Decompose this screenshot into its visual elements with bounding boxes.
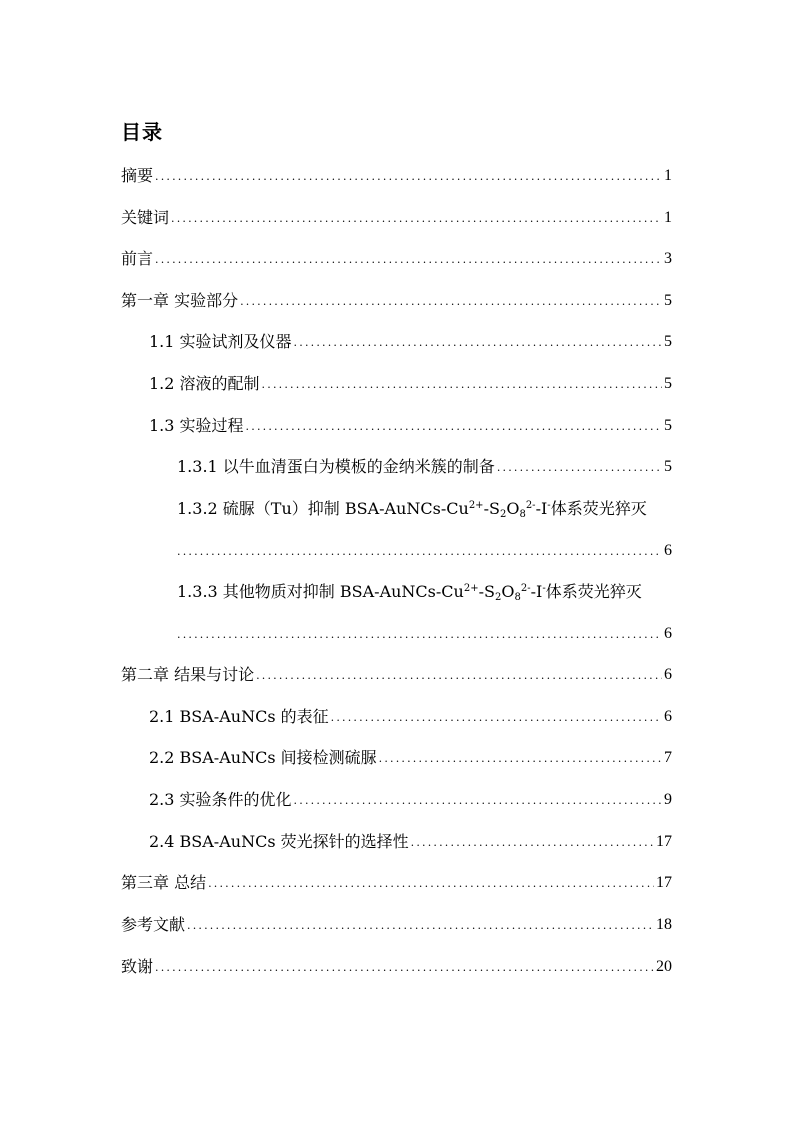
toc-entry-chapter-2[interactable] <box>121 662 672 686</box>
toc-entry-label: 1.2 溶液的配制 <box>149 374 260 393</box>
toc-entry-label: 1.3 实验过程 <box>149 416 244 435</box>
toc-entry-chapter-3[interactable] <box>121 870 672 894</box>
toc-entry-label: 2.2 BSA-AuNCs 间接检测硫脲 <box>149 748 377 767</box>
toc-page-number: 1 <box>664 167 672 184</box>
toc-page-number: 5 <box>664 292 672 309</box>
toc-leader-dots <box>262 375 662 395</box>
toc-entry-label: 1.3.1 以牛血清蛋白为模板的金纳米簇的制备 <box>177 457 495 476</box>
toc-entry-label: 第三章 总结 <box>121 873 207 892</box>
toc-entry-label: 参考文献 <box>121 915 186 934</box>
toc-entry-label: 2.4 BSA-AuNCs 荧光探针的选择性 <box>149 832 409 851</box>
toc-leader-dots <box>155 167 662 187</box>
toc-entry-1-3[interactable] <box>149 413 672 437</box>
toc-page-number: 17 <box>656 833 672 850</box>
toc-entry-label: 1.3.2 硫脲（Tu）抑制 BSA-$AuNCs-Cu^{2+}-S_2O_8^{2-}-I^-$体系荧光猝灭 <box>177 499 647 520</box>
toc-entry-label: 致谢 <box>121 957 154 976</box>
toc-page-number: 5 <box>664 458 672 475</box>
toc-entry-abstract[interactable] <box>121 163 672 187</box>
toc-leader-dots <box>331 708 662 728</box>
toc-entry-1-3-3[interactable] <box>177 579 672 603</box>
toc-leader-dots <box>155 250 662 270</box>
toc-leader-dots <box>256 666 662 686</box>
toc-leader-dots <box>177 625 662 645</box>
toc-entry-1-3-3-continuation[interactable] <box>177 621 672 645</box>
toc-page-number: 6 <box>664 666 672 683</box>
toc-entry-label: 第二章 结果与讨论 <box>121 665 255 684</box>
toc-entry-label: 摘要 <box>121 166 154 185</box>
toc-title: 目录 <box>121 120 163 144</box>
toc-page-number: 5 <box>664 417 672 434</box>
toc-entry-label: 1.1 实验试剂及仪器 <box>149 332 292 351</box>
toc-leader-dots <box>294 333 662 353</box>
toc-page-number: 6 <box>664 708 672 725</box>
toc-entry-preface[interactable] <box>121 246 672 270</box>
toc-entry-label: 前言 <box>121 249 154 268</box>
toc-entry-1-3-2-continuation[interactable] <box>177 538 672 562</box>
toc-leader-dots <box>177 542 662 562</box>
toc-leader-dots <box>246 417 662 437</box>
toc-page-number: 5 <box>664 375 672 392</box>
toc-entry-2-4[interactable] <box>149 829 672 853</box>
toc-page-number: 6 <box>664 542 672 559</box>
toc-leader-dots <box>155 958 654 978</box>
toc-entry-acknowledgements[interactable] <box>121 954 672 978</box>
toc-page-number: 3 <box>664 250 672 267</box>
toc-page-number: 1 <box>664 209 672 226</box>
toc-leader-dots <box>171 209 662 229</box>
toc-leader-dots <box>240 292 662 312</box>
toc-page-number: 18 <box>656 916 672 933</box>
toc-entry-1-3-1[interactable] <box>177 454 672 478</box>
toc-entry-2-3[interactable] <box>149 787 672 811</box>
toc-entry-chapter-1[interactable] <box>121 288 672 312</box>
toc-leader-dots <box>379 749 662 769</box>
toc-page-number: 6 <box>664 625 672 642</box>
toc-entry-label: 2.1 BSA-AuNCs 的表征 <box>149 707 329 726</box>
toc-leader-dots <box>411 833 654 853</box>
toc-entry-label: 第一章 实验部分 <box>121 291 239 310</box>
toc-entry-2-1[interactable] <box>149 704 672 728</box>
toc-page-number: 5 <box>664 333 672 350</box>
toc-leader-dots <box>497 458 662 478</box>
toc-leader-dots <box>294 791 662 811</box>
toc-entry-label: 1.3.3 其他物质对抑制 BSA-$AuNCs-Cu^{2+}-S_2O_8^{2-}-I^-$体系荧光猝灭 <box>177 582 642 603</box>
toc-page-number: 9 <box>664 791 672 808</box>
toc-page-number: 17 <box>656 874 672 891</box>
toc-entry-label: 2.3 实验条件的优化 <box>149 790 292 809</box>
toc-entry-2-2[interactable] <box>149 745 672 769</box>
toc-entry-1-1[interactable] <box>149 329 672 353</box>
toc-leader-dots <box>208 874 654 894</box>
toc-entry-1-2[interactable] <box>149 371 672 395</box>
toc-entry-keywords[interactable] <box>121 205 672 229</box>
toc-leader-dots <box>187 916 654 936</box>
toc-entry-label: 关键词 <box>121 208 170 227</box>
toc-page-number: 7 <box>664 749 672 766</box>
toc-entry-1-3-2[interactable] <box>177 496 672 520</box>
toc-entry-references[interactable] <box>121 912 672 936</box>
toc-page-number: 20 <box>656 958 672 975</box>
